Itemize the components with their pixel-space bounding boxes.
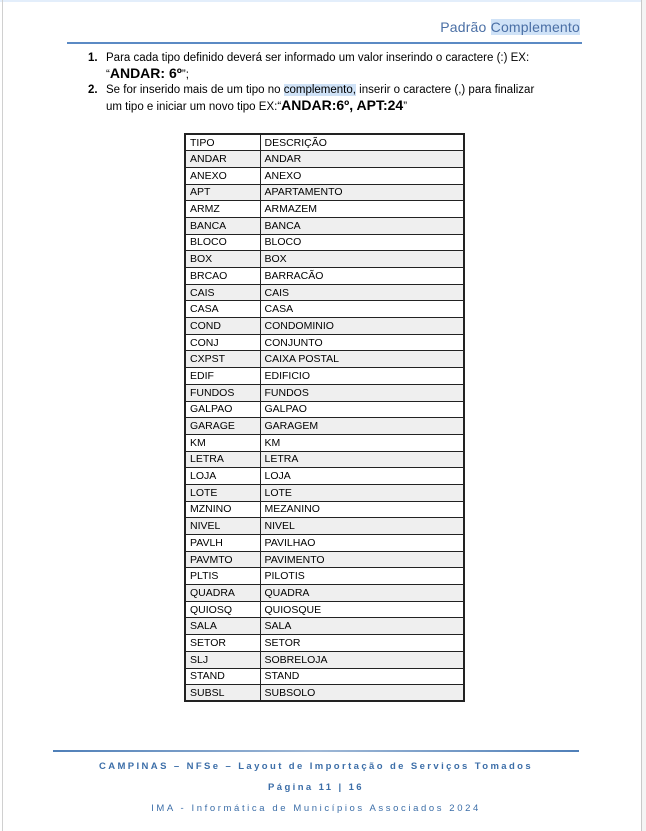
footer-rule [53,750,579,752]
example-close-quote: ” [403,101,408,113]
cell-descricao: ANEXO [260,167,464,184]
table-row [185,184,464,201]
cell-descricao: SUBSOLO [260,685,464,702]
cell-descricao: BOX [260,251,464,268]
complement-types-table [184,133,465,702]
table-row [185,151,464,168]
cell-descricao: BLOCO [260,234,464,251]
table-row [185,518,464,535]
table-body [185,151,464,702]
table-row [185,501,464,518]
cell-descricao: GALPAO [260,401,464,418]
cell-tipo: PAVMTO [185,551,260,568]
table-row [185,351,464,368]
cell-descricao: LOTE [260,484,464,501]
cell-descricao: QUIOSQUE [260,601,464,618]
cell-tipo: PLTIS [185,568,260,585]
footer-document-title: CAMPINAS – NFSe – Layout de Importação de Serviços Tomados [98,761,534,772]
cell-tipo: QUADRA [185,585,260,602]
cell-descricao: PAVILHAO [260,535,464,552]
table-row [185,251,464,268]
cell-tipo: BRCAO [185,268,260,285]
cell-tipo: SETOR [185,635,260,652]
table-header-row [185,134,464,151]
cell-tipo: STAND [185,668,260,685]
cell-descricao: KM [260,434,464,451]
column-header-descricao: DESCRIÇÃO [260,134,464,151]
cell-tipo: LETRA [185,451,260,468]
table-row [185,268,464,285]
table-row [185,418,464,435]
cell-tipo: CASA [185,301,260,318]
footer-page-number: Página 11 | 16 [268,782,364,793]
cell-descricao: MEZANINO [260,501,464,518]
example-close-quote: ”; [181,69,189,81]
table-row [185,284,464,301]
example-open-quote: “ [106,69,110,81]
table-row [185,217,464,234]
cell-tipo: CXPST [185,351,260,368]
instruction-example: ANDAR:6º, APT:24 [281,97,404,113]
cell-tipo: GARAGE [185,418,260,435]
cell-descricao: SOBRELOJA [260,651,464,668]
cell-descricao: CONDOMINIO [260,318,464,335]
instruction-text-before: Se for inserido mais de um tipo no [106,84,281,96]
table-row [185,234,464,251]
table-row [185,201,464,218]
cell-tipo: BOX [185,251,260,268]
cell-tipo: ARMZ [185,201,260,218]
table-row [185,318,464,335]
table-row [185,368,464,385]
table-row [185,451,464,468]
cell-descricao: FUNDOS [260,384,464,401]
cell-tipo: LOTE [185,484,260,501]
instruction-text-line2: um tipo e iniciar um novo tipo EX: [106,101,278,113]
table-row [185,434,464,451]
cell-tipo: CONJ [185,334,260,351]
instruction-text-after: inserir o caractere (,) para finalizar [359,84,535,96]
table-row [185,401,464,418]
cell-tipo: LOJA [185,468,260,485]
cell-descricao: ANDAR [260,151,464,168]
cell-tipo: SUBSL [185,685,260,702]
cell-descricao: BANCA [260,217,464,234]
cell-tipo: GALPAO [185,401,260,418]
instructions-list [88,51,583,115]
table-row [185,568,464,585]
cell-descricao: STAND [260,668,464,685]
table-row [185,601,464,618]
cell-descricao: CONJUNTO [260,334,464,351]
table-row [185,535,464,552]
instruction-highlight: complemento, [283,84,356,96]
cell-descricao: QUADRA [260,585,464,602]
cell-tipo: ANEXO [185,167,260,184]
page-left-edge [2,0,3,831]
cell-descricao: GARAGEM [260,418,464,435]
table-row [185,167,464,184]
cell-descricao: PAVIMENTO [260,551,464,568]
instruction-example: ANDAR: 6º [109,65,182,81]
cell-tipo: PAVLH [185,535,260,552]
cell-tipo: NIVEL [185,518,260,535]
cell-tipo: FUNDOS [185,384,260,401]
header-rule [67,42,582,44]
cell-tipo: KM [185,434,260,451]
cell-tipo: APT [185,184,260,201]
instruction-item-1 [88,51,583,83]
cell-tipo: CAIS [185,284,260,301]
cell-descricao: SALA [260,618,464,635]
cell-tipo: MZNINO [185,501,260,518]
instruction-text: Para cada tipo definido deverá ser informado um valor inserindo o caractere (:) EX: [106,52,530,64]
footer-organization: IMA - Informática de Municípios Associados 2024 [151,803,481,814]
cell-tipo: ANDAR [185,151,260,168]
table-row [185,551,464,568]
table-row [185,484,464,501]
column-header-tipo: TIPO [185,134,260,151]
cell-descricao: CAIXA POSTAL [260,351,464,368]
cell-tipo: COND [185,318,260,335]
cell-descricao: APARTAMENTO [260,184,464,201]
table-row [185,635,464,652]
cell-descricao: NIVEL [260,518,464,535]
instruction-number: 1. [88,52,98,64]
instruction-number: 2. [88,84,98,96]
cell-tipo: SLJ [185,651,260,668]
cell-tipo: QUIOSQ [185,601,260,618]
page-header-title [440,19,580,35]
cell-descricao: BARRACÃO [260,268,464,285]
example-open-quote: “ [277,101,282,113]
header-title-prefix: Padrão [440,19,487,35]
cell-descricao: PILOTIS [260,568,464,585]
cell-tipo: BANCA [185,217,260,234]
table-row [185,585,464,602]
cell-descricao: CASA [260,301,464,318]
table-row [185,334,464,351]
cell-descricao: EDIFICIO [260,368,464,385]
cell-tipo: SALA [185,618,260,635]
scroll-gutter[interactable] [642,0,646,831]
cell-descricao: ARMAZEM [260,201,464,218]
cell-tipo: EDIF [185,368,260,385]
instruction-item-2 [88,83,583,115]
table-row [185,384,464,401]
table-row [185,468,464,485]
cell-tipo: BLOCO [185,234,260,251]
table-row [185,618,464,635]
cell-descricao: CAIS [260,284,464,301]
cell-descricao: SETOR [260,635,464,652]
table-row [185,651,464,668]
table-row [185,685,464,702]
header-title-highlight: Complemento [490,19,580,35]
table-row [185,301,464,318]
cell-descricao: LOJA [260,468,464,485]
top-strip [0,0,646,2]
table-row [185,668,464,685]
cell-descricao: LETRA [260,451,464,468]
